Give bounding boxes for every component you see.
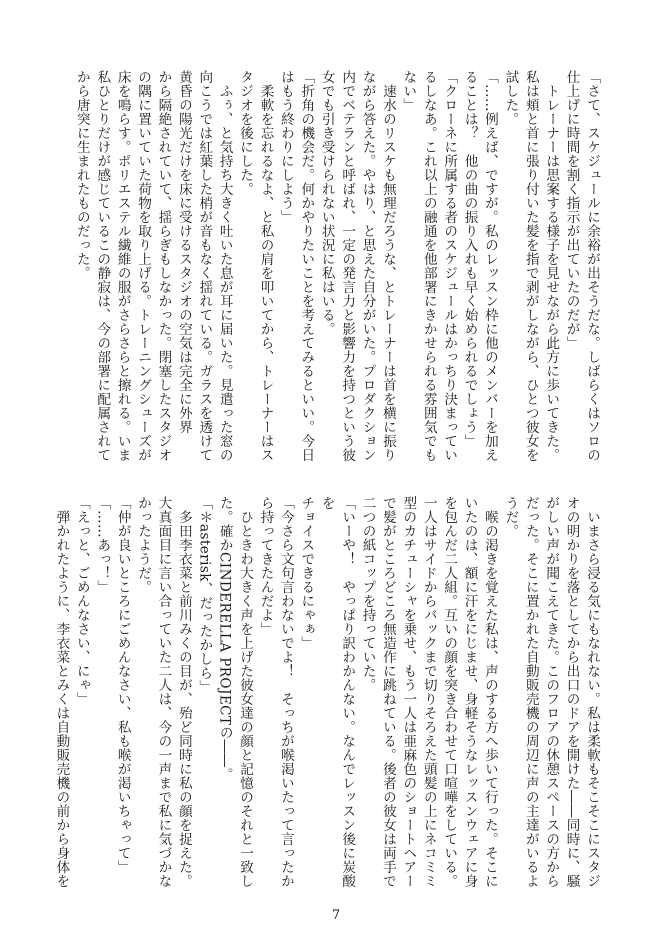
text-column: がしい声が聞こえてきた。このフロアの休憩スペースの方から <box>543 496 560 888</box>
text-column: 「今さら文句言わないでよ！ そっちが喉渇いたって言ったか <box>277 496 294 888</box>
text-column: 「……例えば、ですが。私のレッスン枠に他のメンバーを加え <box>481 70 498 462</box>
text-column: かったようだ。 <box>135 496 152 594</box>
text-column: 速水のリスケも無理だろうな、とトレーナーは首を横に振り <box>379 70 396 462</box>
text-column: ることは？ 他の曲の振り入れも早く始められるでしょう」 <box>461 70 478 448</box>
text-column: だった。そこに置かれた自動販売機の周辺に声の主達がいるよ <box>522 496 539 888</box>
text-column: 女でも引き受けられない状況に私はいる。 <box>318 70 335 336</box>
text-column: いまさら浸る気にもなれない。私は柔軟もそこそこにスタジ <box>584 496 600 888</box>
text-column: うだ。 <box>502 496 519 538</box>
text-column: た。確かCINDERELLA PROJECTの――。 <box>216 496 233 782</box>
text-column: 柔軟を忘れるなよ、と私の肩を叩いてから、トレーナーはス <box>257 70 274 462</box>
text-column: いたのは、額に汗をにじませ、身軽そうなレッスンウェアに身 <box>461 496 478 888</box>
text-column: 弾かれたように、李衣菜とみくは自動販売機の前から身体を <box>53 496 70 888</box>
text-column: 「えっと、ごめんなさい、にゃ」 <box>73 496 90 706</box>
text-column: 多田李衣菜と前川みくの目が、殆ど同時に私の顔を捉えた。 <box>175 496 192 888</box>
text-column: 「クローネに所属する者のスケジュールはかっちり決まってい <box>441 70 458 462</box>
text-column: 「いーや！ やっぱり訳わかんない。なんでレッスン後に炭酸を <box>318 496 356 888</box>
text-column: ひときわ大きく声を上げた彼女達の顔と記憶のそれと一致し <box>237 496 254 888</box>
text-column: から隔絶されていて、揺らぎもしなかった。閉塞したスタジオ <box>155 70 172 462</box>
text-column: から唐突に生まれたものだった。 <box>73 70 90 280</box>
text-column: るしなあ。これ以上の融通を他部署にきかせられる雰囲気でも <box>420 70 437 462</box>
text-column: の隅に置いていた荷物を取り上げる。トレーニングシューズが <box>135 70 152 462</box>
text-column: ない」 <box>400 70 417 112</box>
text-column: 仕上げに時間を割く指示が出ていたのだが」 <box>563 70 580 350</box>
text-column: 内でベテランと呼ばれ、一定の発言力と影響力を持つという彼 <box>339 70 356 462</box>
text-column: 「仲が良いところにごめんなさい、私も喉が渇いちゃって」 <box>114 496 131 874</box>
text-column: ながら答えた。やはり、と思えた自分がいた。プロダクション <box>359 70 376 462</box>
text-column: 二つの紙コップを持っていた。 <box>359 496 376 692</box>
text-column: 黄昏の陽光だけを床に受けるスタジオの空気は完全に外界 <box>175 70 192 434</box>
text-column: 「折角の機会だ。何かやりたいことを考えてみるといい。今日 <box>298 70 315 462</box>
text-column: 私ひとりだけが感じているこの静寂は、今の部署に配属されて <box>94 70 111 462</box>
text-column: 床を鳴らす。ポリエステル繊維の服がさらさらと擦れる。いま <box>114 70 131 462</box>
text-column: ふぅ、と気持ち大きく吐いた息が耳に届いた。見遣った窓の <box>216 70 233 462</box>
text-column: を包んだ二人組。互いの顔を突き合わせて口喧嘩をしている。 <box>441 496 458 888</box>
text-column: 「……あっ！」 <box>94 496 111 594</box>
text-column: で髪がところどころ無造作に跳ねている。後者の彼女は両手で <box>379 496 396 888</box>
text-column: 大真面目に言い合っていた二人は、今の一声まで私に気づかな <box>155 496 172 888</box>
lower-text-block <box>53 496 602 898</box>
text-column: ら持ってきたんだよ」 <box>257 496 274 636</box>
text-column: チョイスできるにゃぁ」 <box>298 496 315 650</box>
text-column: はもう終わりにしよう」 <box>277 70 294 224</box>
text-column: 試した。 <box>502 70 519 126</box>
text-column: オの明かりを落としてから出口のドアを開けた――同時に、騒 <box>563 496 580 888</box>
text-column: 私は頬と首に張り付いた髪を指で剥がしながら、ひとつ彼女を <box>522 70 539 462</box>
text-column: トレーナーは思案する様子を見せながら此方に歩いてきた。 <box>543 70 560 462</box>
text-column: 「＊asterisk、だったかしら」 <box>196 496 213 694</box>
text-column: 向こうでは紅葉した梢が音もなく揺れている。ガラスを透けて <box>196 70 213 462</box>
text-column: 喉の渇きを覚えた私は、声のする方へ歩いて行った。そこに <box>481 496 498 888</box>
text-column: 型のカチューシャを乗せ、もう一人は亜麻色のショートヘアー <box>400 496 417 888</box>
text-column: 「さて、スケジュールに余裕が出そうだな。しばらくはソロの <box>584 70 600 462</box>
page-number: 7 <box>331 908 341 923</box>
text-column: 一人はサイドからバックまで切りそろえた頭髪の上にネコミミ <box>420 496 437 888</box>
upper-text-block <box>72 70 602 472</box>
text-column: タジオを後にした。 <box>237 70 254 196</box>
